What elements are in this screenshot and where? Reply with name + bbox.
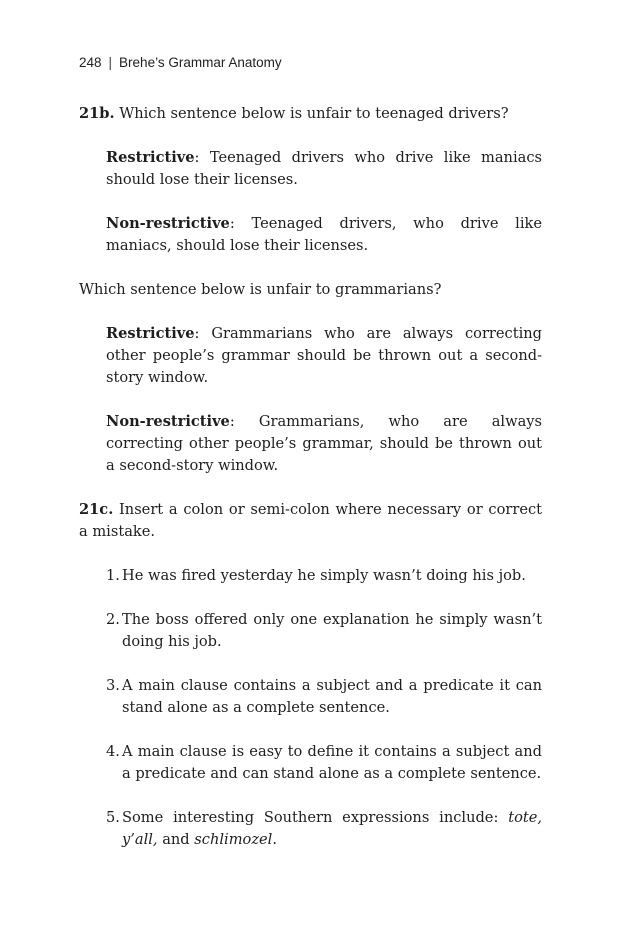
exercise-21c-list (79, 565, 542, 851)
exercise-21c-instruction-text: Insert a colon or semi-colon where necessary or correct a mistake. (79, 501, 542, 540)
list-item-number: 5. (106, 809, 120, 826)
pair1-restrictive-label: Restrictive (106, 149, 195, 166)
pair2-nonrestrictive-text: : Grammarians, who are always correcting other people’s grammar, should be thrown out a second-story window. (106, 413, 542, 474)
pair1-nonrestrictive (106, 213, 542, 257)
list-item-italic-schlimozel: schlimozel (194, 831, 273, 848)
page-number: 248 (79, 55, 102, 70)
pair2-restrictive-label: Restrictive (106, 325, 195, 342)
page-body (79, 103, 542, 851)
exercise-21b-question-2: Which sentence below is unfair to grammarians? (79, 281, 442, 298)
pair1-restrictive (106, 147, 542, 191)
list-item-text-end: . (272, 831, 277, 848)
list-item-text: The boss offered only one explanation he simply wasn’t doing his job. (122, 611, 542, 650)
pair2-nonrestrictive-label: Non-restrictive (106, 413, 230, 430)
list-item-text-mid: and (157, 831, 195, 848)
list-item-text: He was fired yesterday he simply wasn’t doing his job. (122, 567, 526, 584)
list-item-number: 4. (106, 743, 120, 760)
list-item (79, 609, 542, 653)
list-item-number: 2. (106, 611, 120, 628)
exercise-21b-question (79, 103, 542, 125)
exercise-21b-question-text: Which sentence below is unfair to teenaged drivers? (114, 105, 509, 122)
exercise-21c-instruction (79, 499, 542, 543)
list-item-text-start: Some interesting Southern expressions include: (122, 809, 509, 826)
pair2-restrictive-text: : Grammarians who are always correcting other people’s grammar should be thrown out a second-story window. (106, 325, 542, 386)
list-item-number: 1. (106, 567, 120, 584)
list-item (79, 741, 542, 785)
list-item-text: A main clause contains a subject and a predicate it can stand alone as a complete sentence. (122, 677, 542, 716)
list-item-italic-expressions: tote, y’all, (122, 809, 542, 848)
pair1-nonrestrictive-label: Non-restrictive (106, 215, 230, 232)
running-header (79, 55, 282, 70)
list-item (79, 565, 542, 587)
list-item (79, 675, 542, 719)
pair2-restrictive (106, 323, 542, 389)
exercise-21c-label: 21c. (79, 501, 114, 518)
list-item-text: A main clause is easy to define it contains a subject and a predicate and can stand alone as a complete sentence. (122, 743, 542, 782)
list-item-number: 3. (106, 677, 120, 694)
pair1-nonrestrictive-text: : Teenaged drivers, who drive like maniacs, should lose their licenses. (106, 215, 542, 254)
pair1-restrictive-text: : Teenaged drivers who drive like maniacs should lose their licenses. (106, 149, 542, 188)
header-separator: | (108, 55, 113, 70)
list-item (79, 807, 542, 851)
book-title: Brehe’s Grammar Anatomy (119, 55, 282, 70)
exercise-21b-label: 21b. (79, 105, 115, 122)
pair2-nonrestrictive (106, 411, 542, 477)
